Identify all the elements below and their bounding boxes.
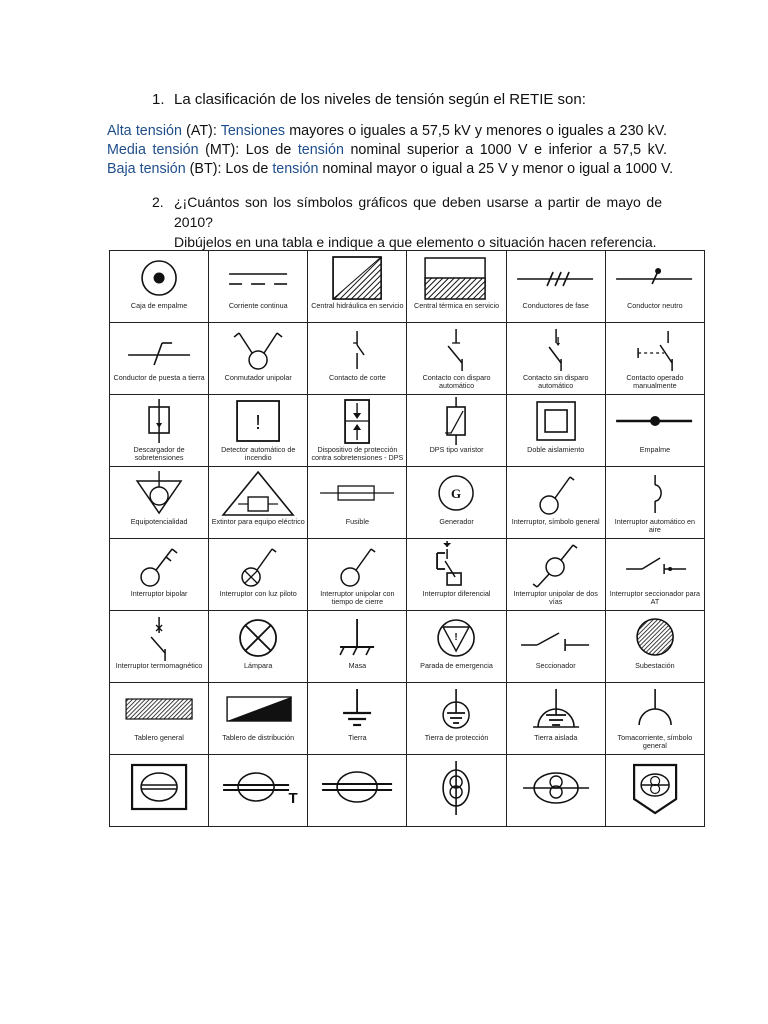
level-media xyxy=(107,141,667,160)
substation-icon xyxy=(606,611,704,663)
shield-transformer-icon xyxy=(606,755,704,821)
cell-fusible xyxy=(308,467,406,538)
level-alta-kw1: tensión xyxy=(135,123,182,139)
detector-mark-text: ! xyxy=(255,412,262,434)
level-media-pre: Media xyxy=(107,142,153,158)
direct-current-icon xyxy=(209,251,307,303)
cell-tierra xyxy=(308,683,406,754)
label: Fusible xyxy=(345,517,369,526)
label: Contacto con disparo automático xyxy=(422,373,491,390)
cell-tablero-distribucion xyxy=(209,683,307,754)
level-alta-pre: Alta xyxy=(107,123,136,139)
cell-detector-incendio xyxy=(209,395,307,466)
cell-row8-1 xyxy=(110,755,208,826)
cell-dps-varistor xyxy=(407,395,505,466)
level-media-kw2: tensión xyxy=(297,142,344,158)
cell-generador xyxy=(407,467,505,538)
cell-corriente-continua xyxy=(209,251,307,322)
question-2-line2: Dibújelos en una tabla e indique a que elemento o situación hacen referencia. xyxy=(174,234,657,250)
cell-puesta-tierra xyxy=(110,323,208,394)
cell-tierra-aislada xyxy=(507,683,605,754)
cell-subestacion xyxy=(606,611,704,682)
label: Extintor para equipo eléctrico xyxy=(211,517,305,526)
label: Conductores de fase xyxy=(522,301,589,310)
label: Tablero de distribución xyxy=(222,733,295,742)
cell-conmutador-unipolar xyxy=(209,323,307,394)
level-baja-pre: Baja xyxy=(107,161,140,177)
cell-tierra-proteccion xyxy=(407,683,505,754)
label: Interruptor con luz piloto xyxy=(219,589,297,598)
cell-interruptor-dos-vias xyxy=(507,539,605,610)
no-trip-contact-icon xyxy=(507,323,605,375)
voltage-levels xyxy=(107,122,674,179)
splice-icon xyxy=(606,395,704,447)
level-alta-mid: (AT): xyxy=(181,123,221,139)
cell-caja-empalme xyxy=(110,251,208,322)
label: Interruptor, símbolo general xyxy=(511,517,600,526)
cell-conductor-neutro xyxy=(606,251,704,322)
cell-termomagnetico xyxy=(110,611,208,682)
single-pole-changeover-icon xyxy=(209,323,307,375)
cell-contacto-manual xyxy=(606,323,704,394)
cell-row8-3 xyxy=(308,755,406,826)
phase-conductors-icon xyxy=(507,251,605,303)
label: Detector automático de incendio xyxy=(221,445,296,462)
symbols-table xyxy=(109,250,705,827)
cell-row8-6 xyxy=(606,755,704,826)
emergency-mark-text: ! xyxy=(454,632,459,643)
level-baja-kw2: tensión xyxy=(272,161,319,177)
label: Contacto sin disparo automático xyxy=(522,373,589,390)
label: Generador xyxy=(439,517,474,526)
chassis-ground-icon xyxy=(308,611,406,663)
two-pole-switch-icon xyxy=(110,539,208,591)
level-baja-kw1: tensión xyxy=(139,161,186,177)
label: Tablero general xyxy=(134,733,184,742)
cell-empalme xyxy=(606,395,704,466)
cell-contacto-corte xyxy=(308,323,406,394)
level-baja xyxy=(107,160,674,179)
cell-masa xyxy=(308,611,406,682)
label: Dispositivo de protección contra sobretensiones - DPS xyxy=(311,445,404,462)
cell-conductores-fase xyxy=(507,251,605,322)
auto-trip-contact-icon xyxy=(407,323,505,375)
emergency-stop-icon xyxy=(407,611,505,663)
label: Conmutador unipolar xyxy=(224,373,292,382)
question-1-number: 1. xyxy=(152,91,165,108)
label: Tomacorriente, símbolo general xyxy=(617,733,693,750)
cell-interruptor-tiempo xyxy=(308,539,406,610)
manual-contact-icon xyxy=(606,323,704,375)
cell-tablero-general xyxy=(110,683,208,754)
fuse-icon xyxy=(308,467,406,519)
surge-protection-device-icon xyxy=(308,395,406,447)
label: Tierra xyxy=(348,733,367,742)
transformer-box-icon xyxy=(110,755,208,821)
isolated-earth-icon xyxy=(507,683,605,735)
earth-conductor-icon xyxy=(110,323,208,375)
label: Equipotencialidad xyxy=(130,517,188,526)
pilot-light-switch-icon xyxy=(209,539,307,591)
fire-detector-icon xyxy=(209,395,307,447)
label: Interruptor termomagnético xyxy=(115,661,203,670)
cell-interruptor-aire xyxy=(606,467,704,538)
label: Masa xyxy=(348,661,367,670)
busbar-ellipse-icon xyxy=(308,755,406,821)
cell-parada-emergencia xyxy=(407,611,505,682)
label: Interruptor automático en aire xyxy=(614,517,696,534)
label: Empalme xyxy=(639,445,671,454)
label: Central hidráulica en servicio xyxy=(311,301,404,310)
label: Conductor neutro xyxy=(627,301,683,310)
question-2 xyxy=(152,192,662,252)
level-media-mid: (MT): Los de xyxy=(198,142,298,158)
cell-descargador xyxy=(110,395,208,466)
cell-row8-5 xyxy=(507,755,605,826)
main-panel-icon xyxy=(110,683,208,735)
level-alta xyxy=(107,122,667,141)
cell-contacto-disparo xyxy=(407,323,505,394)
busbar-tap-icon xyxy=(209,755,307,821)
break-contact-icon xyxy=(308,323,406,375)
junction-box-icon xyxy=(110,251,208,303)
equipotential-icon xyxy=(110,467,208,519)
label: Lámpara xyxy=(244,661,273,670)
cell-extintor xyxy=(209,467,307,538)
label: Contacto de corte xyxy=(329,373,386,382)
label: Interruptor diferencial xyxy=(422,589,491,598)
label: Interruptor unipolar de dos vías xyxy=(513,589,598,606)
label: Seccionador xyxy=(535,661,576,670)
cell-doble-aislamiento xyxy=(507,395,605,466)
label: Conductor de puesta a tierra xyxy=(113,373,205,382)
label: Interruptor unipolar con tiempo de cierre xyxy=(320,589,395,606)
extinguisher-icon xyxy=(209,467,307,519)
cell-equipotencialidad xyxy=(110,467,208,538)
two-way-switch-icon xyxy=(507,539,605,591)
distribution-panel-icon xyxy=(209,683,307,735)
cell-central-hidraulica xyxy=(308,251,406,322)
air-circuit-breaker-icon xyxy=(606,467,704,519)
label: Caja de empalme xyxy=(130,301,188,310)
label: Interruptor bipolar xyxy=(130,589,188,598)
cell-interruptor-luz-piloto xyxy=(209,539,307,610)
hydro-plant-icon xyxy=(308,251,406,303)
generator-icon xyxy=(407,467,505,519)
label: Interruptor seccionador para AT xyxy=(609,589,701,606)
label: Corriente continua xyxy=(228,301,288,310)
cell-contacto-sin-disparo xyxy=(507,323,605,394)
double-insulation-icon xyxy=(507,395,605,447)
level-alta-kw2: Tensiones xyxy=(220,123,286,139)
cell-row8-4 xyxy=(407,755,505,826)
cell-interruptor-general xyxy=(507,467,605,538)
label: Central térmica en servicio xyxy=(414,301,500,310)
question-2-number: 2. xyxy=(152,194,164,210)
cell-interruptor-diferencial xyxy=(407,539,505,610)
cell-row8-2 xyxy=(209,755,307,826)
question-1-text: La clasificación de los niveles de tensión según el RETIE son: xyxy=(174,91,586,108)
label: Parada de emergencia xyxy=(420,661,493,670)
busbar-mark-text: T xyxy=(288,790,298,807)
socket-outlet-icon xyxy=(606,683,704,735)
disconnector-icon xyxy=(507,611,605,663)
level-alta-rest: mayores o iguales a 57,5 kV y menores o iguales a 230 kV. xyxy=(285,123,668,139)
label: Tierra de protección xyxy=(424,733,489,742)
thermomagnetic-breaker-icon xyxy=(110,611,208,663)
surge-arrester-icon xyxy=(110,395,208,447)
question-2-line1: ¿¡Cuántos son los símbolos gráficos que deben usarse a partir de mayo de 2010? xyxy=(174,194,662,230)
generator-letter: G xyxy=(451,486,462,501)
varistor-icon xyxy=(407,395,505,447)
label: Contacto operado manualmente xyxy=(626,373,684,390)
label: Descargador de sobretensiones xyxy=(133,445,185,462)
level-media-rest: nominal superior a 1000 V e inferior a 57,5 kV. xyxy=(343,142,667,158)
cell-lampara xyxy=(209,611,307,682)
label: Doble aislamiento xyxy=(527,445,585,454)
cell-seccionador-at xyxy=(606,539,704,610)
hv-disconnector-icon xyxy=(606,539,704,591)
transformer-horizontal-icon xyxy=(507,755,605,821)
neutral-conductor-icon xyxy=(606,251,704,303)
level-media-kw1: tensión xyxy=(152,142,199,158)
cell-tomacorriente xyxy=(606,683,704,754)
timed-switch-icon xyxy=(308,539,406,591)
label: Tierra aislada xyxy=(534,733,578,742)
level-baja-mid: (BT): Los de xyxy=(185,161,273,177)
cell-interruptor-bipolar xyxy=(110,539,208,610)
thermal-plant-icon xyxy=(407,251,505,303)
question-1 xyxy=(152,91,586,108)
level-baja-rest: nominal mayor o igual a 25 V y menor o igual a 1000 V. xyxy=(318,161,674,177)
switch-general-icon xyxy=(507,467,605,519)
cell-dps xyxy=(308,395,406,466)
transformer-vertical-icon xyxy=(407,755,505,821)
lamp-icon xyxy=(209,611,307,663)
earth-icon xyxy=(308,683,406,735)
protective-earth-icon xyxy=(407,683,505,735)
rcd-switch-icon xyxy=(407,539,505,591)
label: Subestación xyxy=(635,661,675,670)
cell-central-termica xyxy=(407,251,505,322)
cell-seccionador xyxy=(507,611,605,682)
label: DPS tipo varistor xyxy=(429,445,484,454)
